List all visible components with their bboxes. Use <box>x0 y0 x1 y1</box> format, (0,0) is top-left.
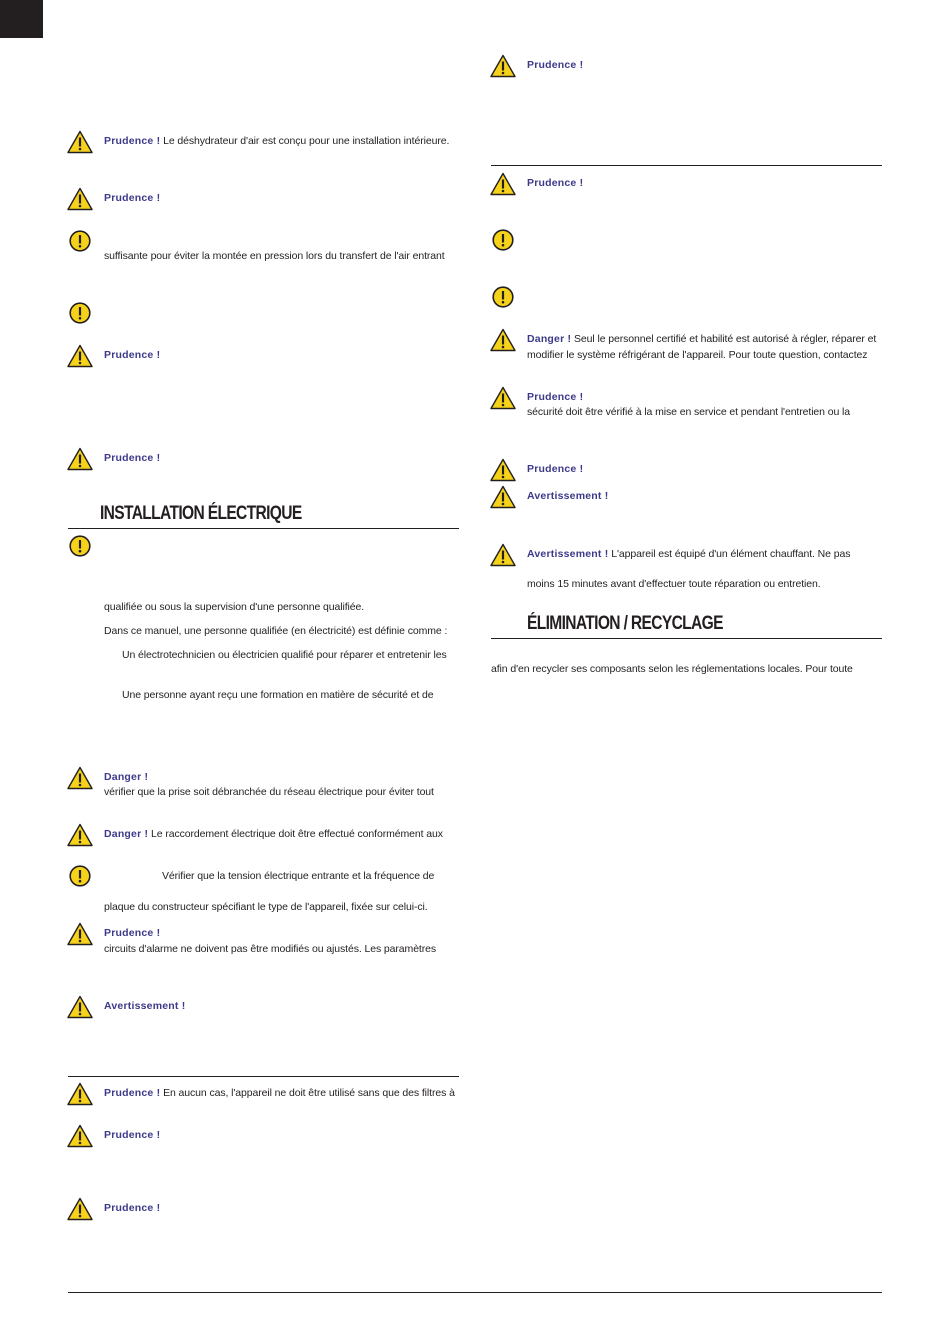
warning-triangle-icon <box>67 187 93 211</box>
warning-triangle-icon <box>67 1124 93 1148</box>
warning-triangle-icon <box>490 485 516 509</box>
warning-label: Avertissement ! <box>527 490 609 502</box>
body-text: sécurité doit être vérifié à la mise en service et pendant l'entretien ou la <box>527 406 851 418</box>
list-item-text: Un électrotechnicien ou électricien qualifié pour réparer et entretenir les <box>122 649 447 661</box>
warning-triangle-icon <box>490 172 516 196</box>
warning-triangle-icon <box>490 328 516 352</box>
caution-label: Prudence ! <box>104 452 161 464</box>
info-circle-icon <box>69 865 91 887</box>
section-rule <box>491 165 882 166</box>
info-circle-icon <box>492 286 514 308</box>
section-rule <box>68 528 459 529</box>
warning-triangle-icon <box>67 1197 93 1221</box>
caution-label: Prudence ! <box>104 135 161 147</box>
section-heading-electrical: INSTALLATION ÉLECTRIQUE <box>100 503 302 524</box>
danger-label: Danger ! <box>527 333 572 345</box>
warning-triangle-icon <box>67 130 93 154</box>
body-text: moins 15 minutes avant d'effectuer toute réparation ou entretien. <box>527 578 821 590</box>
caution-label: Prudence ! <box>104 192 161 204</box>
body-text: modifier le système réfrigérant de l'appareil. Pour toute question, contactez <box>527 349 868 361</box>
warning-triangle-icon <box>67 823 93 847</box>
warning-triangle-icon <box>490 543 516 567</box>
info-circle-icon <box>69 302 91 324</box>
caution-text: Le déshydrateur d'air est conçu pour une installation intérieure. <box>163 135 450 147</box>
danger-text: Seul le personnel certifié et habilité est autorisé à régler, réparer et <box>574 333 877 345</box>
caution-label: Prudence ! <box>104 349 161 361</box>
warning-triangle-icon <box>490 386 516 410</box>
caution-label: Prudence ! <box>104 1202 161 1214</box>
list-item-text: Une personne ayant reçu une formation en matière de sécurité et de <box>122 689 434 701</box>
caution-label: Prudence ! <box>104 1129 161 1141</box>
warning-triangle-icon <box>67 447 93 471</box>
info-circle-icon <box>492 229 514 251</box>
body-text: circuits d'alarme ne doivent pas être modifiés ou ajustés. Les paramètres <box>104 943 437 955</box>
caution-label: Prudence ! <box>104 1087 161 1099</box>
footer-rule <box>68 1292 882 1293</box>
warning-triangle-icon <box>490 54 516 78</box>
warning-triangle-icon <box>67 1082 93 1106</box>
body-text: qualifiée ou sous la supervision d'une personne qualifiée. <box>104 601 365 613</box>
caution-text: En aucun cas, l'appareil ne doit être utilisé sans que des filtres à <box>163 1087 455 1099</box>
caution-note <box>104 1087 455 1100</box>
danger-label: Danger ! <box>104 771 149 783</box>
danger-label: Danger ! <box>104 828 149 840</box>
caution-label: Prudence ! <box>527 463 584 475</box>
caution-label: Prudence ! <box>104 927 161 939</box>
body-text: vérifier que la prise soit débranchée du réseau électrique pour éviter tout <box>104 786 434 798</box>
warning-triangle-icon <box>67 995 93 1019</box>
warning-note <box>527 548 850 561</box>
caution-label: Prudence ! <box>527 59 584 71</box>
warning-triangle-icon <box>490 458 516 482</box>
body-text: afin d'en recycler ses composants selon les réglementations locales. Pour toute <box>491 663 853 675</box>
body-text: Vérifier que la tension électrique entrante et la fréquence de <box>162 870 435 882</box>
page-corner-tab <box>0 0 43 38</box>
warning-text: L'appareil est équipé d'un élément chauffant. Ne pas <box>611 548 851 560</box>
caution-note <box>104 135 449 148</box>
section-rule <box>68 1076 459 1077</box>
body-text: suffisante pour éviter la montée en pression lors du transfert de l'air entrant <box>104 250 445 262</box>
caution-label: Prudence ! <box>527 177 584 189</box>
caution-label: Prudence ! <box>527 391 584 403</box>
warning-label: Avertissement ! <box>527 548 609 560</box>
danger-note <box>104 828 443 841</box>
warning-label: Avertissement ! <box>104 1000 186 1012</box>
danger-text: Le raccordement électrique doit être effectué conformément aux <box>151 828 443 840</box>
body-text: Dans ce manuel, une personne qualifiée (en électricité) est définie comme : <box>104 625 448 637</box>
warning-triangle-icon <box>67 766 93 790</box>
section-rule <box>491 638 882 639</box>
warning-triangle-icon <box>67 344 93 368</box>
warning-triangle-icon <box>67 922 93 946</box>
body-text: plaque du constructeur spécifiant le type de l'appareil, fixée sur celui-ci. <box>104 901 428 913</box>
section-heading-recycling: ÉLIMINATION / RECYCLAGE <box>527 613 723 634</box>
danger-note <box>527 333 876 346</box>
info-circle-icon <box>69 230 91 252</box>
info-circle-icon <box>69 535 91 557</box>
